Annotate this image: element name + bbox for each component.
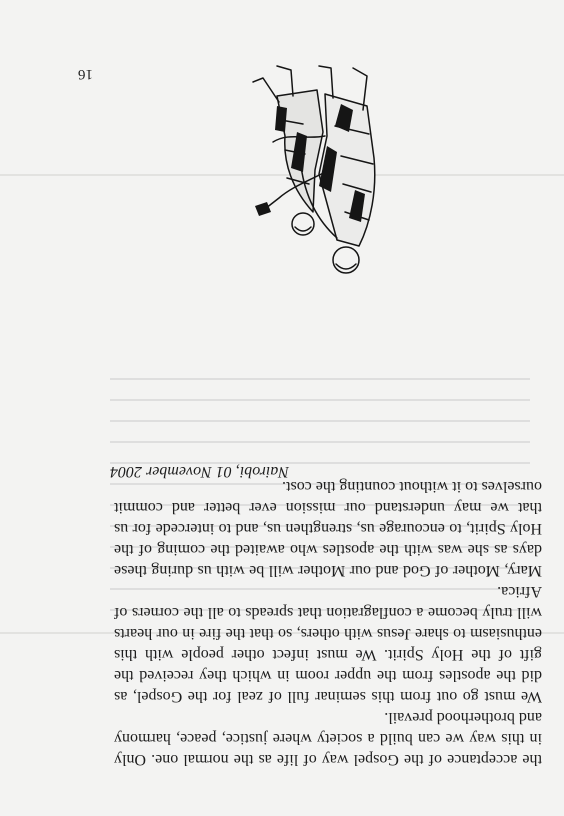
- figure-sketch-icon: [244, 58, 389, 282]
- place-date: Nairobi, 01 November 2004: [110, 463, 289, 480]
- paragraph: Mary, Mother of God and our Mother will be with us during these days as she was with the apostles who awaited the coming of the Holy Spirit, to encourage us, strengthen us, and to intercede for us that we may understand our mission ever better and commit ourselves to it without counting the cost.: [114, 478, 542, 579]
- paragraph: We must go out from this seminar full of zeal for the Gospel, as did the apostles from the upper room in which they received the gift of the Holy Spirit. We must infect other people with this enthusiasm to share Jesus with others, so that the fire in our hearts will truly become a conflagration that spreads to all the corners of Africa.: [114, 583, 542, 705]
- page-number: 16: [78, 66, 93, 82]
- body-text: [114, 476, 542, 770]
- paragraph: the acceptance of the Gospel way of life as the normal one. Only in this way we can build a society where justice, peace, harmony and brotherhood prevail.: [114, 709, 542, 768]
